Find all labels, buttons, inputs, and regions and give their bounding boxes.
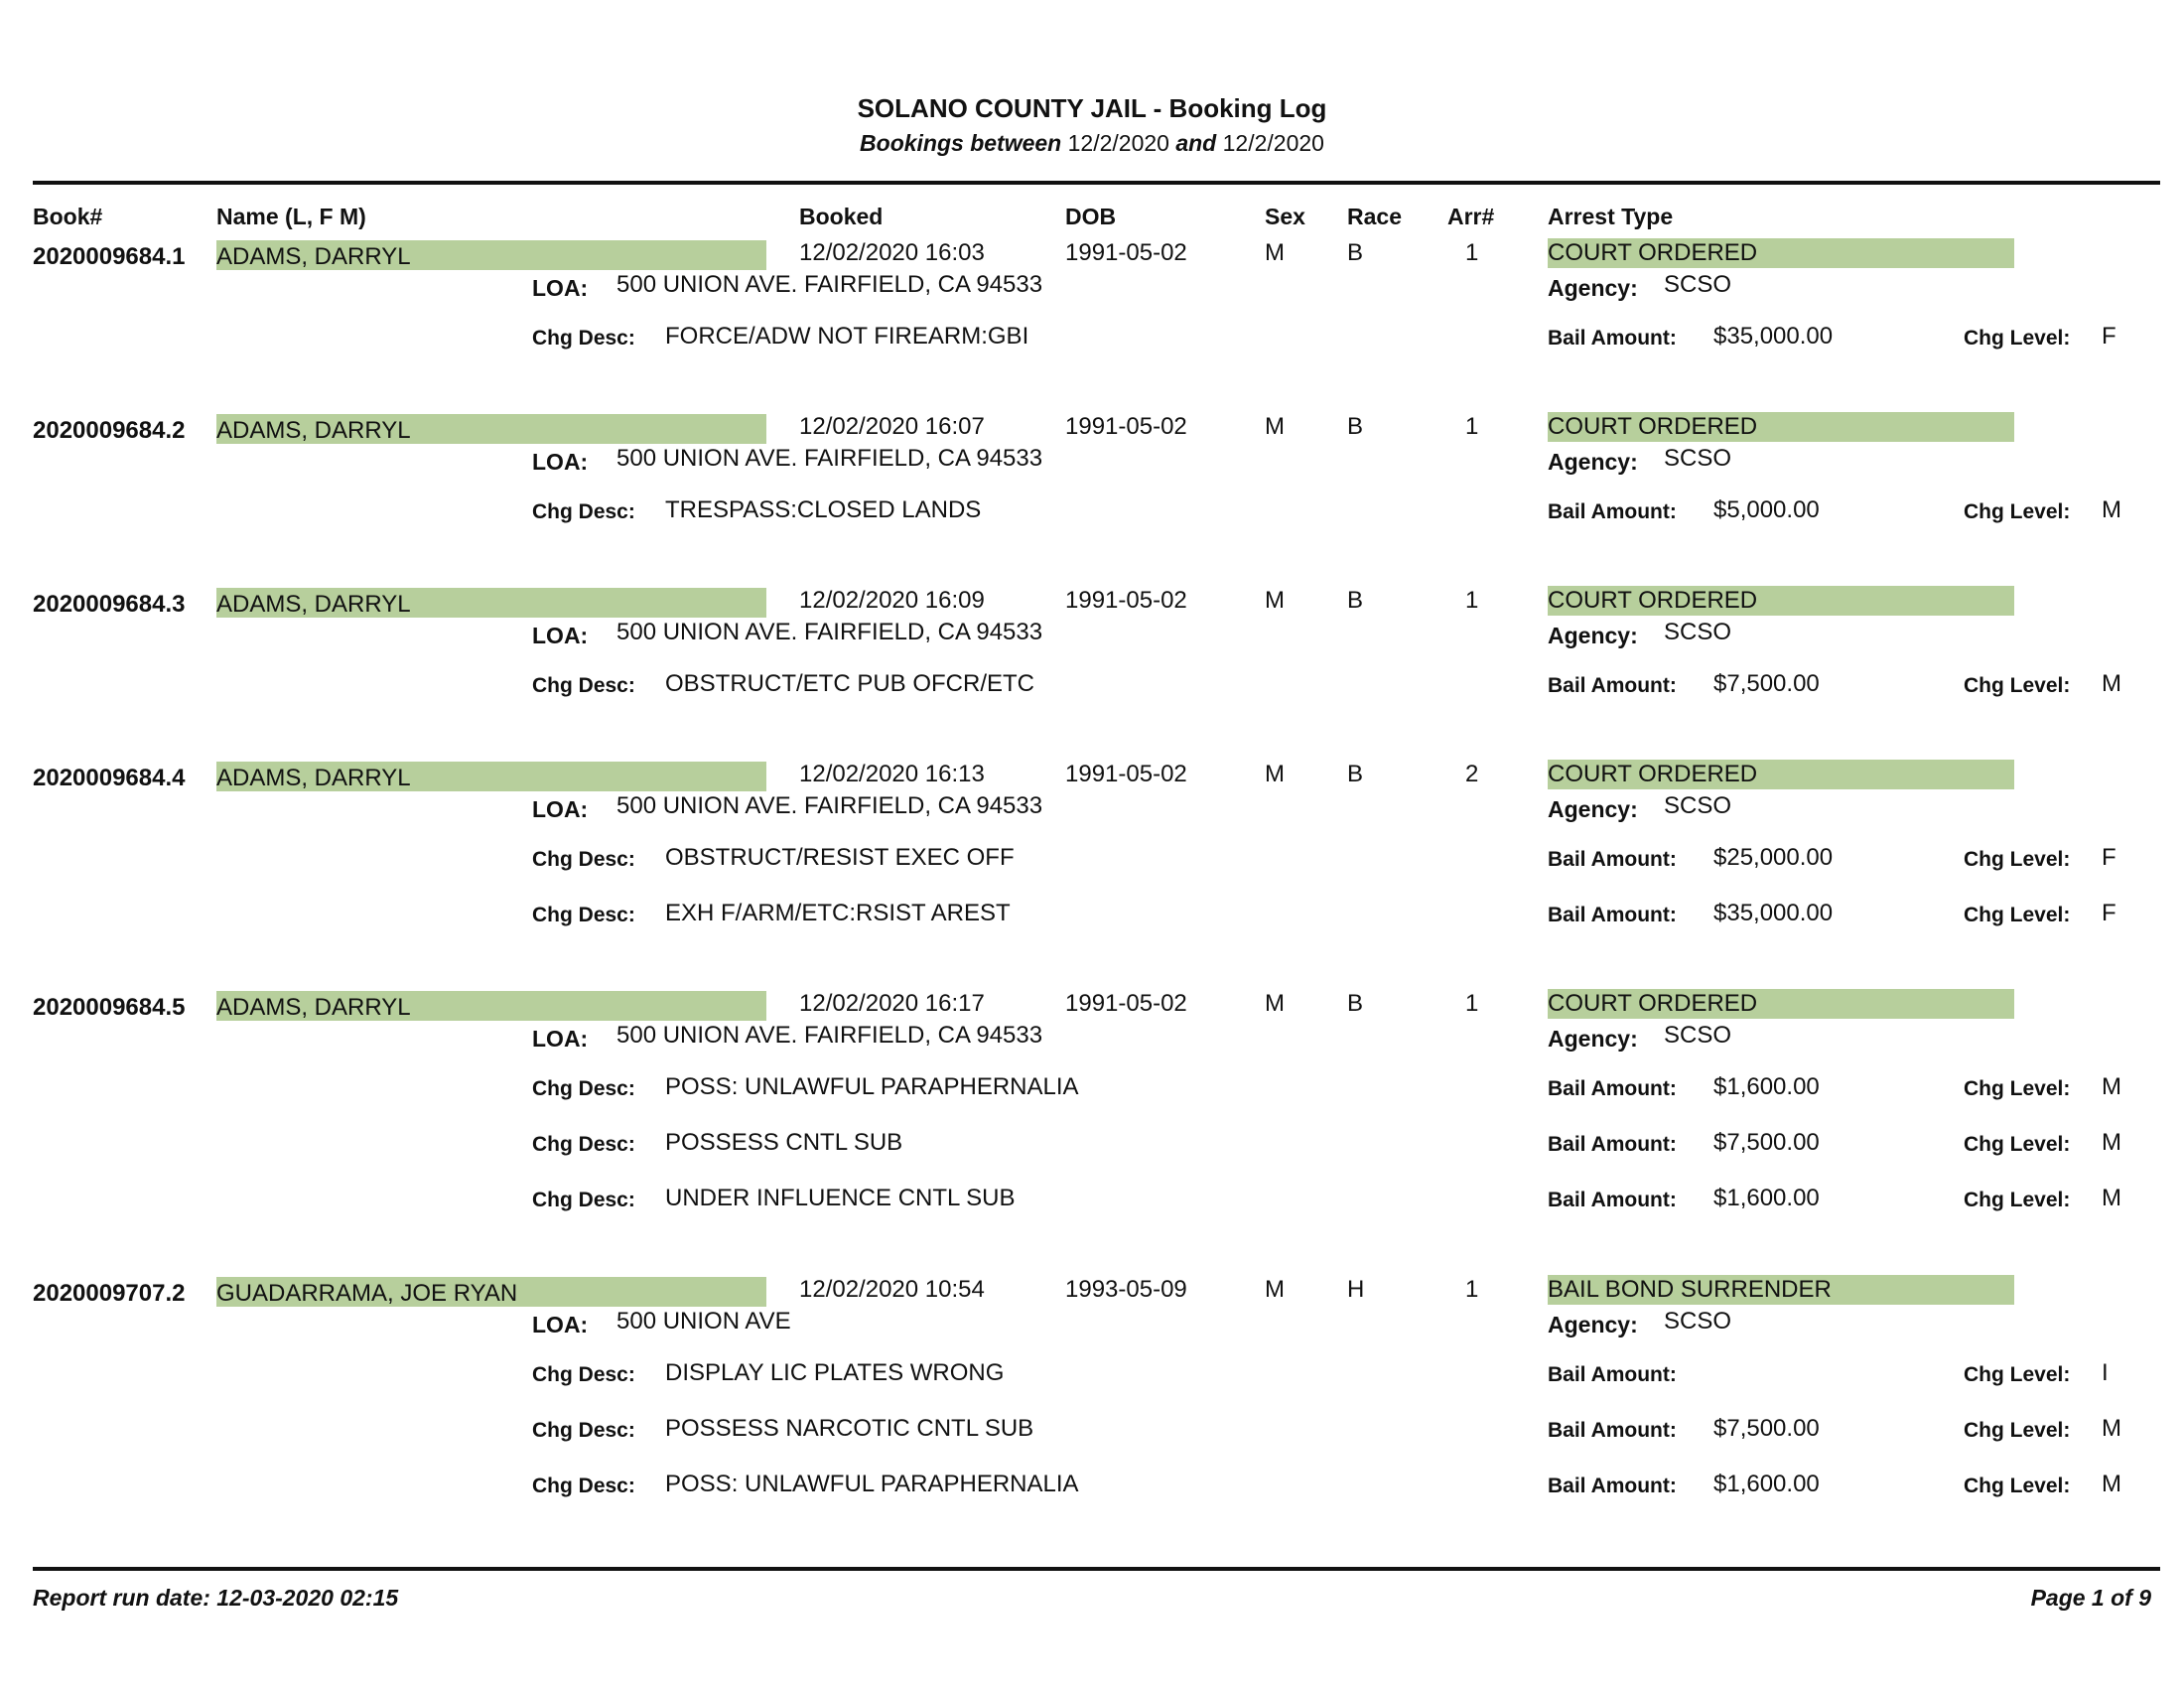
inmate-name: ADAMS, DARRYL <box>216 765 411 791</box>
charge-description: DISPLAY LIC PLATES WRONG <box>665 1359 1005 1386</box>
charge-level: F <box>2102 900 2116 926</box>
bail-amount: $7,500.00 <box>1713 1415 1820 1442</box>
bail-amount: $7,500.00 <box>1713 670 1820 697</box>
charge-level-label: Chg Level: <box>1964 500 2071 523</box>
charge-level-label: Chg Level: <box>1964 674 2071 697</box>
booking-number: 2020009684.5 <box>33 994 186 1021</box>
charge-desc-label: Chg Desc: <box>532 1419 635 1442</box>
charge-level-label: Chg Level: <box>1964 1077 2071 1100</box>
bail-amount: $1,600.00 <box>1713 1471 1820 1497</box>
charge-level-label: Chg Level: <box>1964 848 2071 871</box>
charge-level: M <box>2102 1471 2121 1497</box>
charge-desc-label: Chg Desc: <box>532 1475 635 1497</box>
race: B <box>1347 413 1364 440</box>
bail-amount: $1,600.00 <box>1713 1073 1820 1100</box>
date-of-birth: 1993-05-09 <box>1065 1276 1187 1303</box>
booking-number: 2020009684.4 <box>33 765 186 791</box>
arrest-number: 1 <box>1465 587 1479 614</box>
agency-label: Agency: <box>1548 796 1638 822</box>
report-subtitle <box>0 130 2184 157</box>
arrest-number: 2 <box>1465 761 1479 787</box>
sex: M <box>1265 990 1285 1017</box>
col-header-arrest-type: Arrest Type <box>1548 204 1674 229</box>
subtitle-prefix: Bookings between <box>860 130 1062 156</box>
booked-datetime: 12/02/2020 16:09 <box>799 587 985 614</box>
charge-level-label: Chg Level: <box>1964 1133 2071 1156</box>
charge-desc-label: Chg Desc: <box>532 1363 635 1386</box>
charge-description: POSS: UNLAWFUL PARAPHERNALIA <box>665 1471 1079 1497</box>
booked-datetime: 12/02/2020 16:03 <box>799 239 985 266</box>
bail-amount: $35,000.00 <box>1713 323 1834 350</box>
col-header-booked: Booked <box>799 204 884 229</box>
charge-desc-label: Chg Desc: <box>532 500 635 523</box>
bail-amount-label: Bail Amount: <box>1548 848 1677 871</box>
charge-level: M <box>2102 1415 2121 1442</box>
date-of-birth: 1991-05-02 <box>1065 761 1187 787</box>
col-header-race: Race <box>1347 204 1402 229</box>
location-of-arrest: 500 UNION AVE <box>616 1308 791 1335</box>
charge-level: F <box>2102 323 2116 350</box>
bail-amount-label: Bail Amount: <box>1548 1475 1677 1497</box>
arrest-type: BAIL BOND SURRENDER <box>1548 1276 1832 1303</box>
arrest-number: 1 <box>1465 1276 1479 1303</box>
inmate-name: ADAMS, DARRYL <box>216 417 411 444</box>
report-run-date: Report run date: 12-03-2020 02:15 <box>33 1585 399 1611</box>
loa-label: LOA: <box>532 275 589 301</box>
location-of-arrest: 500 UNION AVE. FAIRFIELD, CA 94533 <box>616 619 1043 645</box>
loa-label: LOA: <box>532 796 589 822</box>
location-of-arrest: 500 UNION AVE. FAIRFIELD, CA 94533 <box>616 445 1043 472</box>
sex: M <box>1265 587 1285 614</box>
charge-description: EXH F/ARM/ETC:RSIST AREST <box>665 900 1011 926</box>
agency-label: Agency: <box>1548 623 1638 648</box>
agency-label: Agency: <box>1548 1312 1638 1337</box>
arrest-type: COURT ORDERED <box>1548 413 1758 440</box>
subtitle-end-date: 12/2/2020 <box>1222 130 1324 156</box>
location-of-arrest: 500 UNION AVE. FAIRFIELD, CA 94533 <box>616 1022 1043 1049</box>
charge-desc-label: Chg Desc: <box>532 1077 635 1100</box>
bail-amount-label: Bail Amount: <box>1548 1363 1677 1386</box>
charge-desc-label: Chg Desc: <box>532 848 635 871</box>
race: B <box>1347 239 1364 266</box>
charge-description: UNDER INFLUENCE CNTL SUB <box>665 1185 1016 1211</box>
arrest-type: COURT ORDERED <box>1548 239 1758 266</box>
charge-level-label: Chg Level: <box>1964 1189 2071 1211</box>
location-of-arrest: 500 UNION AVE. FAIRFIELD, CA 94533 <box>616 792 1043 819</box>
arrest-type: COURT ORDERED <box>1548 990 1758 1017</box>
charge-level: M <box>2102 1185 2121 1211</box>
bail-amount-label: Bail Amount: <box>1548 1189 1677 1211</box>
bail-amount-label: Bail Amount: <box>1548 1077 1677 1100</box>
agency: SCSO <box>1664 619 1732 645</box>
booking-number: 2020009684.3 <box>33 591 186 618</box>
bail-amount-label: Bail Amount: <box>1548 674 1677 697</box>
sex: M <box>1265 239 1285 266</box>
charge-level: M <box>2102 670 2121 697</box>
date-of-birth: 1991-05-02 <box>1065 587 1187 614</box>
bail-amount-label: Bail Amount: <box>1548 904 1677 926</box>
bail-amount: $25,000.00 <box>1713 844 1834 871</box>
date-of-birth: 1991-05-02 <box>1065 413 1187 440</box>
agency-label: Agency: <box>1548 449 1638 475</box>
charge-level: M <box>2102 1073 2121 1100</box>
agency: SCSO <box>1664 792 1732 819</box>
race: B <box>1347 761 1364 787</box>
charge-level-label: Chg Level: <box>1964 904 2071 926</box>
charge-description: POSSESS NARCOTIC CNTL SUB <box>665 1415 1034 1442</box>
charge-desc-label: Chg Desc: <box>532 904 635 926</box>
bail-amount-label: Bail Amount: <box>1548 1133 1677 1156</box>
race: B <box>1347 990 1364 1017</box>
booked-datetime: 12/02/2020 16:17 <box>799 990 985 1017</box>
charge-level: I <box>2102 1359 2109 1386</box>
loa-label: LOA: <box>532 1026 589 1052</box>
charge-level: M <box>2102 496 2121 523</box>
inmate-name: ADAMS, DARRYL <box>216 591 411 618</box>
booked-datetime: 12/02/2020 16:07 <box>799 413 985 440</box>
arrest-number: 1 <box>1465 990 1479 1017</box>
charge-level: F <box>2102 844 2116 871</box>
inmate-name: ADAMS, DARRYL <box>216 243 411 270</box>
booking-number: 2020009684.1 <box>33 243 186 270</box>
sex: M <box>1265 413 1285 440</box>
col-header-sex: Sex <box>1265 204 1305 229</box>
charge-desc-label: Chg Desc: <box>532 1133 635 1156</box>
agency: SCSO <box>1664 1308 1732 1335</box>
bail-amount-label: Bail Amount: <box>1548 327 1677 350</box>
inmate-name: ADAMS, DARRYL <box>216 994 411 1021</box>
booked-datetime: 12/02/2020 10:54 <box>799 1276 985 1303</box>
col-header-name: Name (L, F M) <box>216 204 366 229</box>
charge-level-label: Chg Level: <box>1964 1419 2071 1442</box>
subtitle-and: and <box>1175 130 1217 156</box>
report-title: SOLANO COUNTY JAIL - Booking Log <box>857 93 1327 123</box>
agency-label: Agency: <box>1548 275 1638 301</box>
charge-description: OBSTRUCT/ETC PUB OFCR/ETC <box>665 670 1035 697</box>
bail-amount: $5,000.00 <box>1713 496 1820 523</box>
page-number: Page 1 of 9 <box>2030 1585 2151 1611</box>
loa-label: LOA: <box>532 449 589 475</box>
charge-level-label: Chg Level: <box>1964 1475 2071 1497</box>
bail-amount: $35,000.00 <box>1713 900 1834 926</box>
bail-amount: $7,500.00 <box>1713 1129 1820 1156</box>
sex: M <box>1265 761 1285 787</box>
agency-label: Agency: <box>1548 1026 1638 1052</box>
charge-level: M <box>2102 1129 2121 1156</box>
col-header-arr: Arr# <box>1447 204 1495 229</box>
charge-desc-label: Chg Desc: <box>532 327 635 350</box>
agency: SCSO <box>1664 445 1732 472</box>
race: H <box>1347 1276 1365 1303</box>
top-rule <box>33 181 2160 185</box>
location-of-arrest: 500 UNION AVE. FAIRFIELD, CA 94533 <box>616 271 1043 298</box>
booking-number: 2020009707.2 <box>33 1280 186 1307</box>
col-header-book: Book# <box>33 204 103 229</box>
arrest-number: 1 <box>1465 239 1479 266</box>
arrest-number: 1 <box>1465 413 1479 440</box>
charge-description: POSS: UNLAWFUL PARAPHERNALIA <box>665 1073 1079 1100</box>
loa-label: LOA: <box>532 623 589 648</box>
arrest-type: COURT ORDERED <box>1548 761 1758 787</box>
sex: M <box>1265 1276 1285 1303</box>
col-header-dob: DOB <box>1065 204 1117 229</box>
date-of-birth: 1991-05-02 <box>1065 239 1187 266</box>
bottom-rule <box>33 1567 2160 1571</box>
date-of-birth: 1991-05-02 <box>1065 990 1187 1017</box>
bail-amount-label: Bail Amount: <box>1548 500 1677 523</box>
arrest-type: COURT ORDERED <box>1548 587 1758 614</box>
bail-amount-label: Bail Amount: <box>1548 1419 1677 1442</box>
charge-description: OBSTRUCT/RESIST EXEC OFF <box>665 844 1015 871</box>
bail-amount: $1,600.00 <box>1713 1185 1820 1211</box>
race: B <box>1347 587 1364 614</box>
charge-level-label: Chg Level: <box>1964 1363 2071 1386</box>
loa-label: LOA: <box>532 1312 589 1337</box>
agency: SCSO <box>1664 271 1732 298</box>
agency: SCSO <box>1664 1022 1732 1049</box>
subtitle-start-date: 12/2/2020 <box>1067 130 1169 156</box>
charge-description: FORCE/ADW NOT FIREARM:GBI <box>665 323 1029 350</box>
booking-number: 2020009684.2 <box>33 417 186 444</box>
inmate-name: GUADARRAMA, JOE RYAN <box>216 1280 518 1307</box>
charge-desc-label: Chg Desc: <box>532 674 635 697</box>
charge-description: POSSESS CNTL SUB <box>665 1129 903 1156</box>
charge-desc-label: Chg Desc: <box>532 1189 635 1211</box>
booked-datetime: 12/02/2020 16:13 <box>799 761 985 787</box>
charge-description: TRESPASS:CLOSED LANDS <box>665 496 982 523</box>
charge-level-label: Chg Level: <box>1964 327 2071 350</box>
